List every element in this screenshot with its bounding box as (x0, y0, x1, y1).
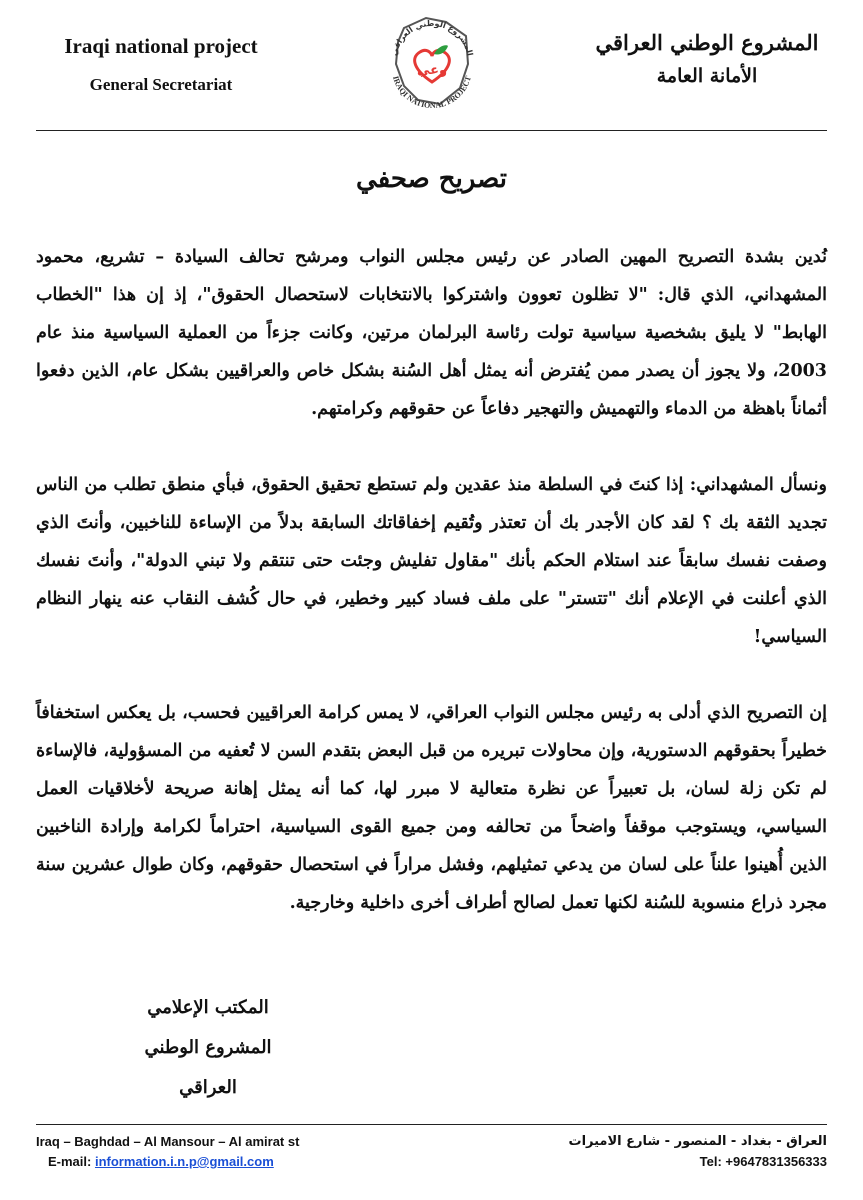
secretariat-ar: الأمانة العامة (656, 65, 758, 87)
header-divider (36, 130, 827, 131)
footer-english (36, 1132, 299, 1172)
logo-graphic (374, 8, 490, 116)
address-ar: العراق - بغداد - المنصور - شارع الاميرات (568, 1134, 827, 1149)
signature-org: المشروع الوطني العراقي (144, 1037, 272, 1098)
page-title: تصريح صحفي (356, 164, 507, 194)
org-name-ar: المشروع الوطني العراقي (595, 30, 819, 55)
logo-arc-en: IRAQI NATIONAL PROJECT (391, 74, 474, 111)
paragraph-1: نُدين بشدة التصريح المهين الصادر عن رئيس مجلس النواب ومرشح تحالف السيادة – تشريع، محمود المشهداني، الذي قال: "لا تظلون تعوون واشتركوا بالانتخابات لاستحصال الحقوق"، إذ إن هذا "الخطاب الهابط" لا يليق بشخصية سياسية تولت رئاسة البرلمان مرتين، وكانت جزءاً من العملية السياسية منذ عام 2003، ولا يجوز أن يصدر ممن يُفترض أنه يمثل أهل السُنة بشكل خاص والعراقيين بشكل عام، الذين دفعوا أثماناً باهظة من الدماء والتهميش والتهجير دفاعاً عن حقوقهم وكرامتهم. (36, 247, 827, 419)
logo-arc-ar: المشروع الوطني العراقي (389, 18, 475, 57)
header-arabic (587, 30, 827, 87)
signature-office: المكتب الإعلامي (147, 997, 269, 1018)
org-logo (374, 8, 490, 116)
footer-arabic (569, 1132, 828, 1172)
paragraph-3: إن التصريح الذي أدلى به رئيس مجلس النواب العراقي، لا يمس كرامة العراقيين فحسب، بل يعكس استخفافاً خطيراً بحقوقهم الدستورية، وإن محاولات تبريره من قبل البعض بتقدم السن لا تُعفيه من المسؤولية، فالإساءة لم تكن زلة لسان، بل تعبيراً عن نظرة متعالية لا مبرر لها، كما أنه يمثل إهانة صريحة لأخلاقيات العمل السياسي، ويستوجب موقفاً واضحاً من تحالفه ومن جميع القوى السياسية، احتراماً لكرامة وإرادة الناخبين الذين أُهينوا علناً على لسان من يدعي تمثيلهم، وفشل مراراً في استحصال حقوقهم، وكان طوال عشرين سنة مجرد ذراع منسوبة للسُنة لكنها تعمل لصالح أطراف أخرى داخلية وخارجية. (36, 703, 827, 913)
email-line (36, 1152, 299, 1172)
statement-body (36, 238, 827, 960)
email-link[interactable]: information.i.n.p@gmail.com (94, 1154, 274, 1169)
phone-number: Tel: +9647831356333 (699, 1154, 827, 1169)
logo-center-text: وعي (416, 63, 448, 78)
footer-divider (36, 1124, 827, 1125)
address-en: Iraq – Baghdad – Al Mansour – Al amirat st (36, 1134, 300, 1149)
paragraph-2: ونسأل المشهداني: إذا كنتَ في السلطة منذ عقدين ولم تستطع تحقيق الحقوق، فبأي منطق تطلب من الناس تجديد الثقة بك ؟ لقد كان الأجدر بك أن تعتذر وتُقيم إخفاقاتك السابقة بدلاً من الإساءة للناخبين، وأنتَ الذي وصفت نفسك سابقاً عند استلام الحكم بأنك "مقاول تفليش وجئت حتى تنتقم ولا تبني الدولة"، وأنتَ نفسك الذي أعلنت في الإعلام أنك "تتستر" على ملف فساد كبير وخطير، في حال كُشف النقاب عنه ينهار النظام السياسي! (36, 475, 827, 647)
email-label: E-mail: (48, 1154, 92, 1169)
org-name-en: Iraqi national project (64, 34, 258, 58)
secretariat-en: General Secretariat (89, 75, 233, 94)
header-english (36, 34, 286, 95)
